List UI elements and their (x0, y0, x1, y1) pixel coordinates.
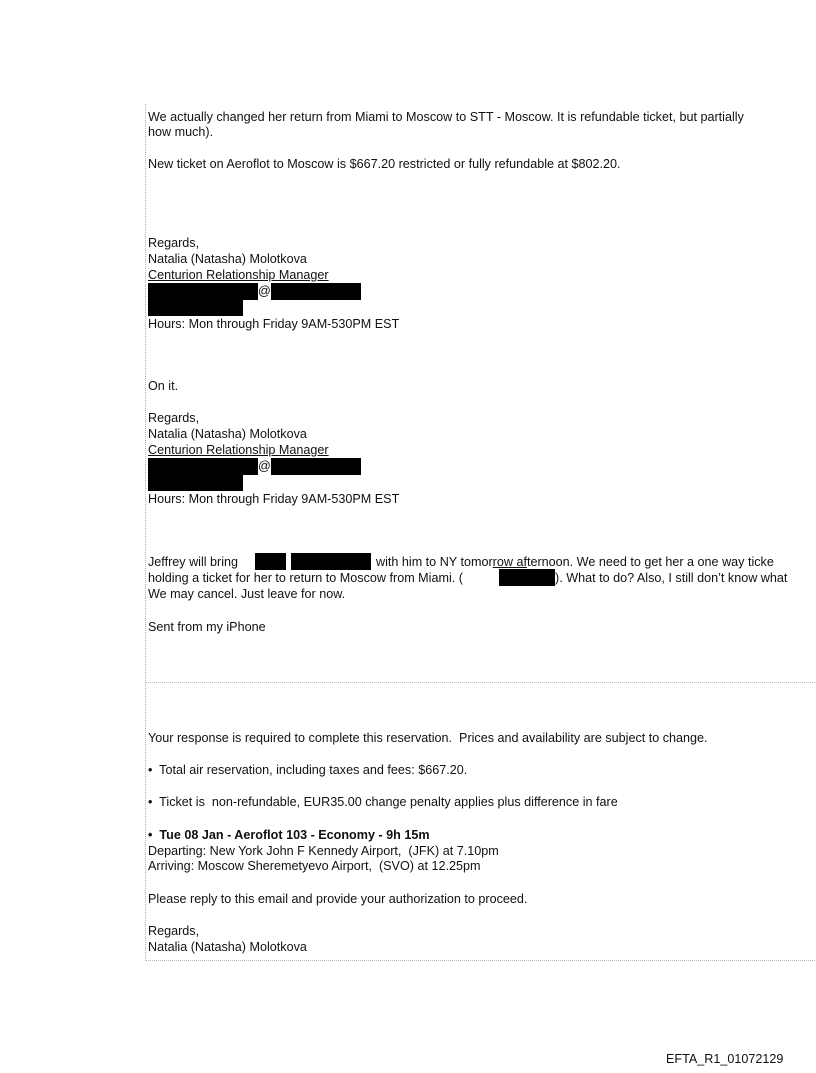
signature1-name: Natalia (Natasha) Molotkova (148, 252, 307, 266)
reservation-intro: Your response is required to complete this reservation. Prices and availability are subject to change. (148, 731, 708, 745)
reservation-regards: Regards, (148, 924, 200, 938)
signature2-email-at: @ (258, 459, 271, 473)
redaction-block (148, 474, 243, 491)
message1-line2: how much). (148, 125, 214, 139)
signature2-title: Centurion Relationship Manager (148, 443, 329, 457)
redaction-block (255, 553, 286, 570)
redaction-block (499, 569, 555, 586)
reservation-signature-name: Natalia (Natasha) Molotkova (148, 940, 307, 954)
redaction-block (148, 283, 258, 300)
redaction-block (291, 553, 371, 570)
reservation-box (145, 684, 816, 961)
reservation-bullet-ticket: • Ticket is non-refundable, EUR35.00 change penalty applies plus difference in fare (148, 795, 618, 809)
signature2-regards: Regards, (148, 411, 200, 425)
message1-line3: New ticket on Aeroflot to Moscow is $667.20 restricted or fully refundable at $802.20. (148, 157, 621, 171)
signature1-hours: Hours: Mon through Friday 9AM-530PM EST (148, 317, 400, 331)
message3-line2-start: holding a ticket for her to return to Moscow from Miami. ( (148, 571, 463, 585)
signature2-name: Natalia (Natasha) Molotkova (148, 427, 307, 441)
reply-instruction: Please reply to this email and provide your authorization to proceed. (148, 892, 528, 906)
flight-departing: Departing: New York John F Kennedy Airport, (JFK) at 7.10pm (148, 844, 499, 858)
redaction-block (148, 299, 243, 316)
reservation-bullet-total: • Total air reservation, including taxes and fees: $667.20. (148, 763, 468, 777)
message3-line2-end: ). What to do? Also, I still don’t know what (555, 571, 788, 585)
message3-line3: We may cancel. Just leave for now. (148, 587, 346, 601)
message1-line1: We actually changed her return from Miami to Moscow to STT - Moscow. It is refundable ticket, but partially (148, 110, 744, 124)
message3-line1-start: Jeffrey will bring (148, 555, 239, 569)
signature1-title: Centurion Relationship Manager (148, 268, 329, 282)
redaction-block (271, 458, 361, 475)
redaction-block (271, 283, 361, 300)
flight-summary: • Tue 08 Jan - Aeroflot 103 - Economy - 9h 15m (148, 828, 430, 842)
signature1-email-at: @ (258, 284, 271, 298)
redaction-block (148, 458, 258, 475)
sent-from-line: Sent from my iPhone (148, 620, 266, 634)
flight-arriving: Arriving: Moscow Sheremetyevo Airport, (SVO) at 12.25pm (148, 859, 481, 873)
document-id: EFTA_R1_01072129 (666, 1052, 784, 1066)
signature1-regards: Regards, (148, 236, 200, 250)
message3-line1-middle: with him to NY tomorrow afternoon. We need to get her a one way ticke (376, 555, 774, 569)
signature2-hours: Hours: Mon through Friday 9AM-530PM EST (148, 492, 400, 506)
message2-text: On it. (148, 379, 179, 393)
